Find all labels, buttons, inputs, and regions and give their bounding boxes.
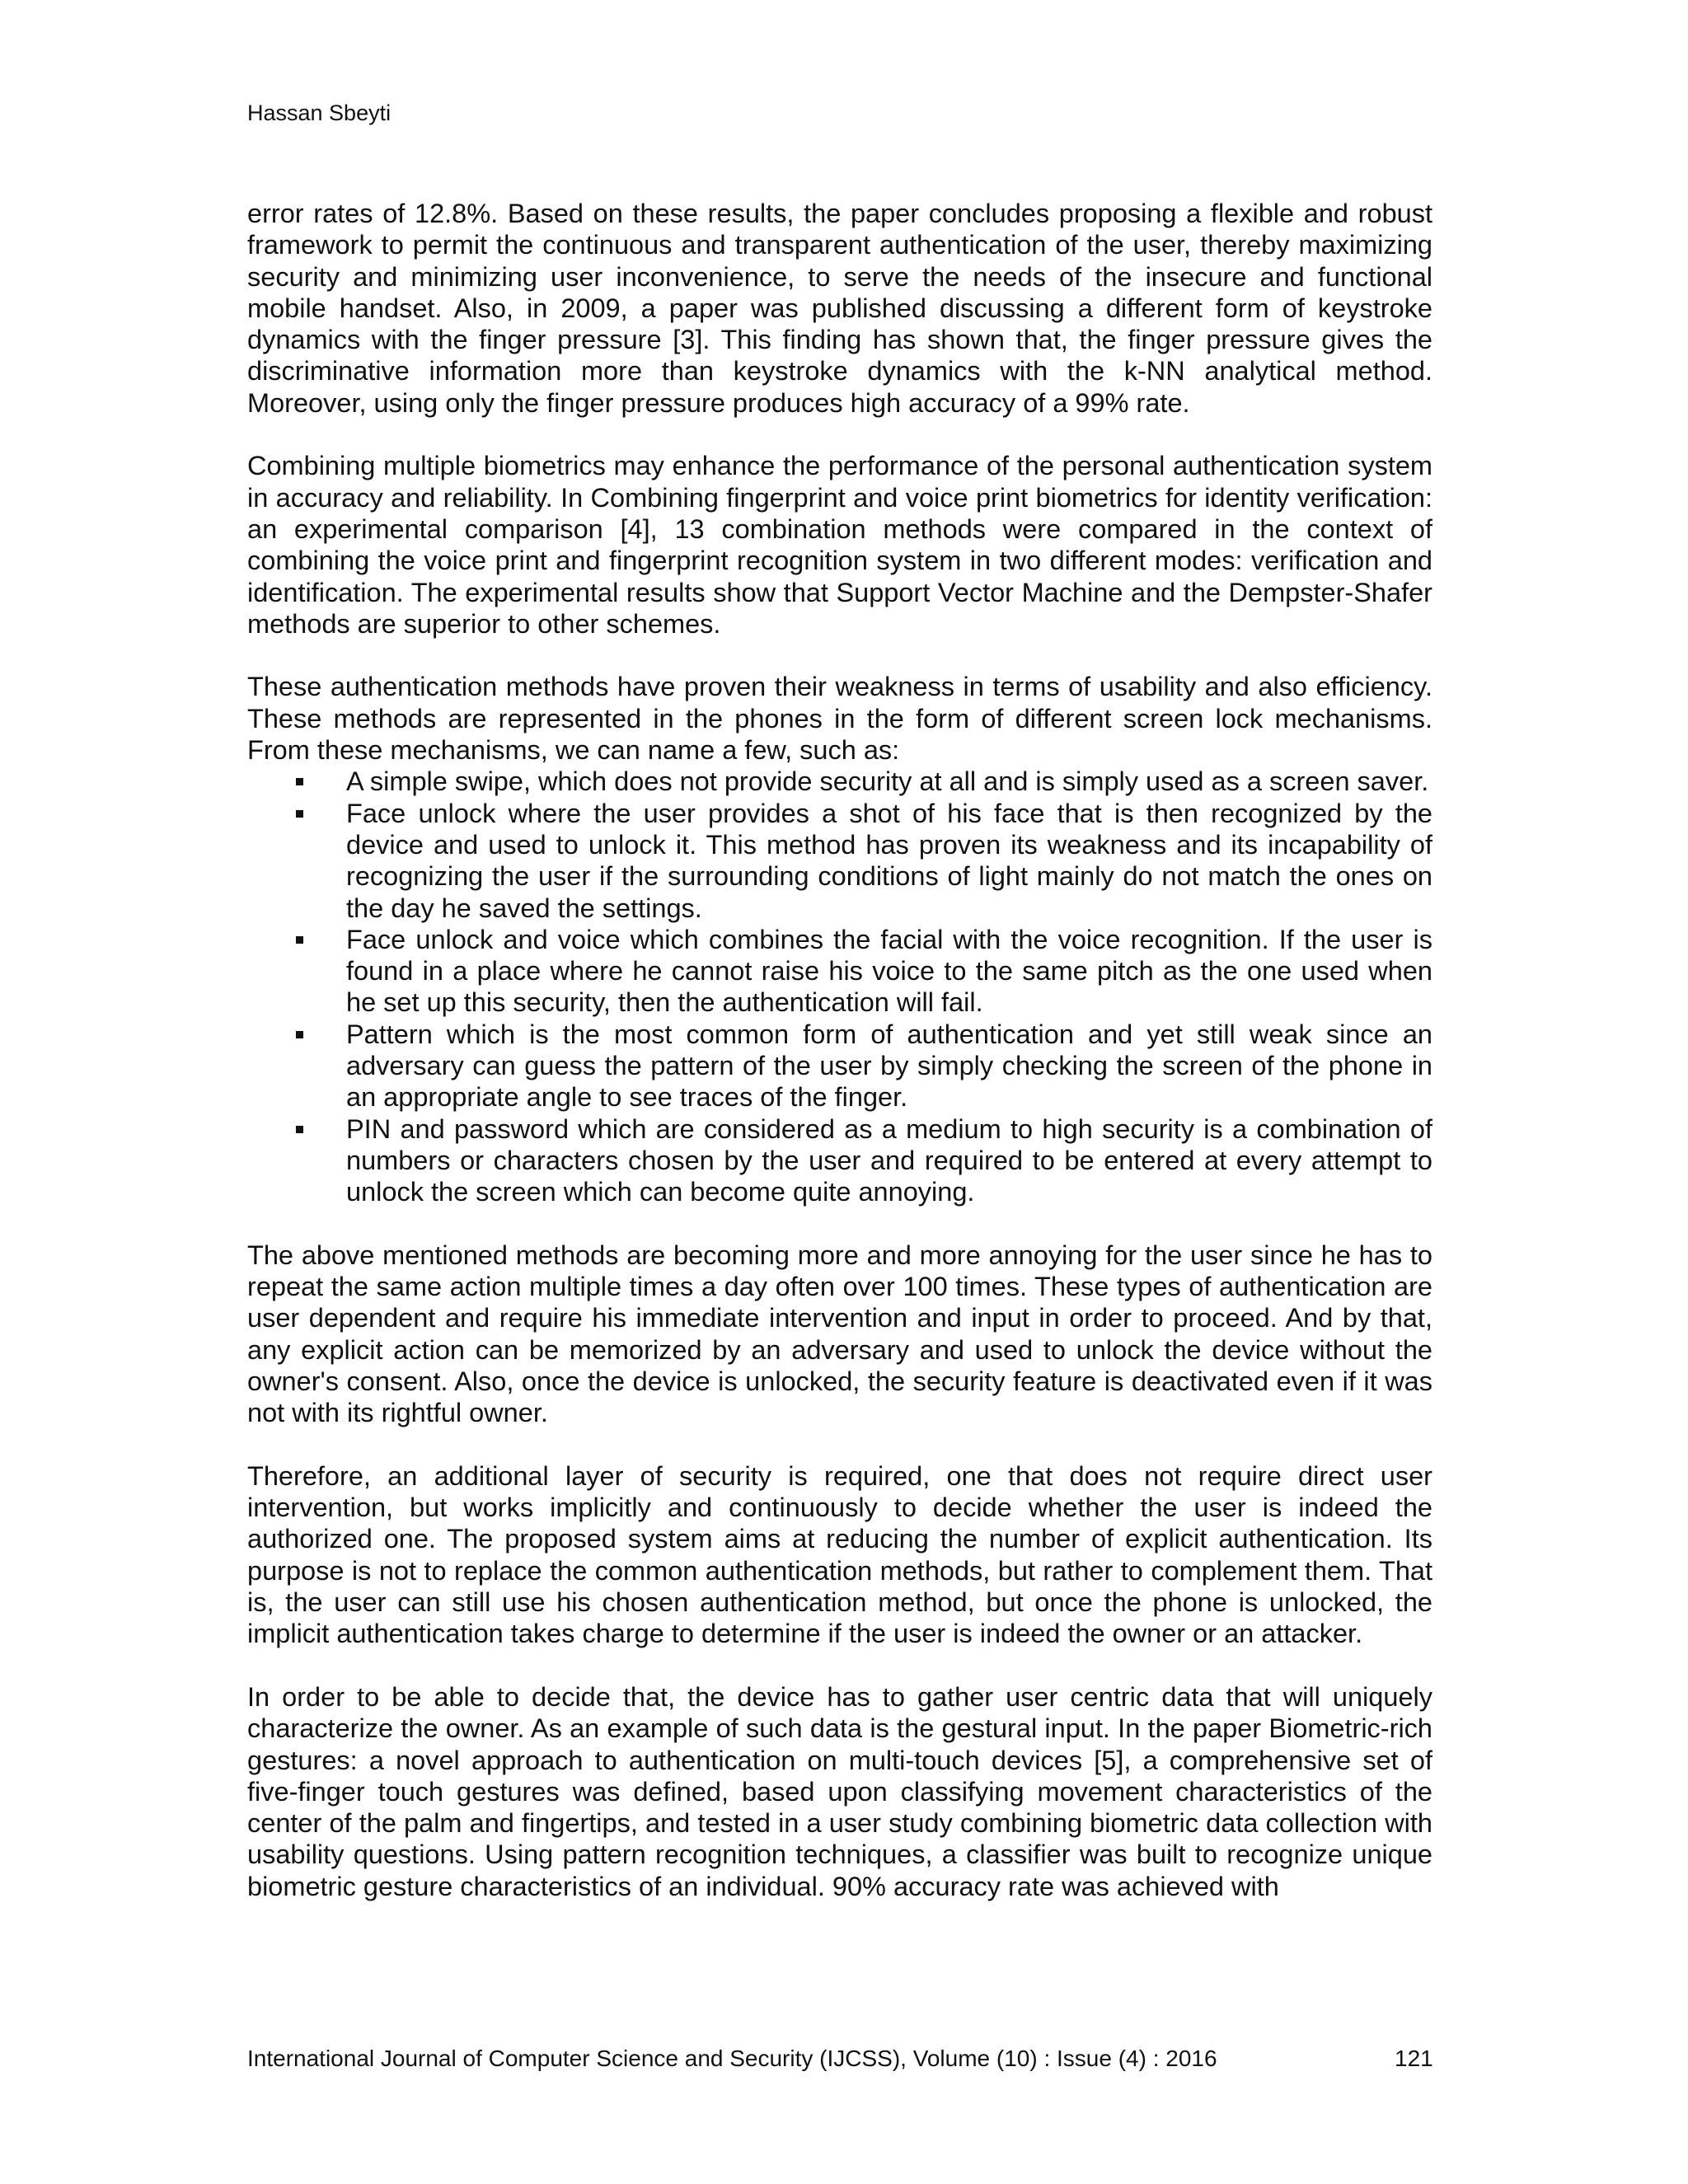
paragraph-annoying-methods: The above mentioned methods are becoming more and more annoying for the user since he has to repeat the same action multiple times a day often over 100 times. These types of authentication are user dependent and require his immediate intervention and input in order to proceed. And by that, any explicit action can be memorized by an adversary and used to unlock the device without the owner's consent. Also, once the device is unlocked, the security feature is deactivated even if it was not with its rightful owner. (247, 1240, 1432, 1428)
list-item-face-and-voice (247, 924, 1432, 1019)
screen-lock-methods-list (247, 766, 1432, 1207)
list-item-text: Face unlock where the user provides a shot of his face that is then recognized by the device and used to unlock it. This method has proven its weakness and its incapability of recognizing the user if the surrounding conditions of light mainly do not match the ones on the day he saved the settings. (346, 798, 1432, 923)
list-item-face-unlock (247, 798, 1432, 924)
paragraph-keystroke-dynamics: error rates of 12.8%. Based on these results, the paper concludes proposing a flexible and robust framework to permit the continuous and transparent authentication of the user, thereby maximizing security and minimizing user inconvenience, to serve the needs of the insecure and functional mobile handset. Also, in 2009, a paper was published discussing a different form of keystroke dynamics with the finger pressure [3]. This finding has shown that, the finger pressure gives the discriminative information more than keystroke dynamics with the k-NN analytical method. Moreover, using only the finger pressure produces high accuracy of a 99% rate. (247, 199, 1432, 418)
list-item-pin-password (247, 1113, 1432, 1208)
square-bullet-icon (296, 1031, 303, 1038)
list-item-text: PIN and password which are considered as a medium to high security is a combination of numbers or characters chosen by the user and required to be entered at every attempt to unlock the screen which can become quite annoying. (346, 1113, 1432, 1207)
square-bullet-icon (296, 810, 303, 818)
list-item-swipe (247, 766, 1432, 797)
square-bullet-icon (296, 936, 303, 944)
paragraph-multiple-biometrics: Combining multiple biometrics may enhance the performance of the personal authentication system in accuracy and reliability. In Combining fingerprint and voice print biometrics for identity verification: an experimental comparison [4], 13 combination methods were compared in the context of combining the voice print and fingerprint recognition system in two different modes: verification and identification. The experimental results show that Support Vector Machine and the Dempster-Shafer methods are superior to other schemes. (247, 451, 1432, 639)
list-item-text: Face unlock and voice which combines the facial with the voice recognition. If the user is found in a place where he cannot raise his voice to the same pitch as the one used when he set up this security, then the authentication will fail. (346, 924, 1432, 1018)
running-head-author: Hassan Sbeyti (247, 101, 392, 125)
list-item-text: Pattern which is the most common form of authentication and yet still weak since an adversary can guess the pattern of the user by simply checking the screen of the phone in an appropriate angle to see traces of the finger. (346, 1019, 1432, 1113)
list-item-text: A simple swipe, which does not provide security at all and is simply used as a screen saver. (346, 766, 1429, 797)
square-bullet-icon (296, 778, 303, 785)
square-bullet-icon (296, 1126, 303, 1133)
paragraph-additional-security-layer: Therefore, an additional layer of security is required, one that does not require direct user intervention, but works implicitly and continuously to decide whether the user is indeed the authorized one. The proposed system aims at reducing the number of explicit authentication. Its purpose is not to replace the common authentication methods, but rather to complement them. That is, the user can still use his chosen authentication method, but once the phone is unlocked, the implicit authentication takes charge to determine if the user is indeed the owner or an attacker. (247, 1460, 1432, 1649)
paragraph-gestural-input: In order to be able to decide that, the device has to gather user centric data that will uniquely characterize the owner. As an example of such data is the gestural input. In the paper Biometric-rich gestures: a novel approach to authentication on multi-touch devices [5], a comprehensive set of five-finger touch gestures was defined, based upon classifying movement characteristics of the center of the palm and fingertips, and tested in a user study combining biometric data collection with usability questions. Using pattern recognition techniques, a classifier was built to recognize unique biometric gesture characteristics of an individual. 90% accuracy rate was achieved with (247, 1681, 1432, 1901)
footer-journal-citation: International Journal of Computer Science and Security (IJCSS), Volume (10) : Issue (4) : 2016 (247, 2046, 1217, 2071)
list-item-pattern (247, 1019, 1432, 1113)
body-text (247, 198, 1432, 1902)
footer-page-number: 121 (1395, 2046, 1433, 2071)
paragraph-authentication-weakness: These authentication methods have proven their weakness in terms of usability and also efficiency. These methods are represented in the phones in the form of different screen lock mechanisms. From these mechanisms, we can name a few, such as: (247, 672, 1432, 766)
